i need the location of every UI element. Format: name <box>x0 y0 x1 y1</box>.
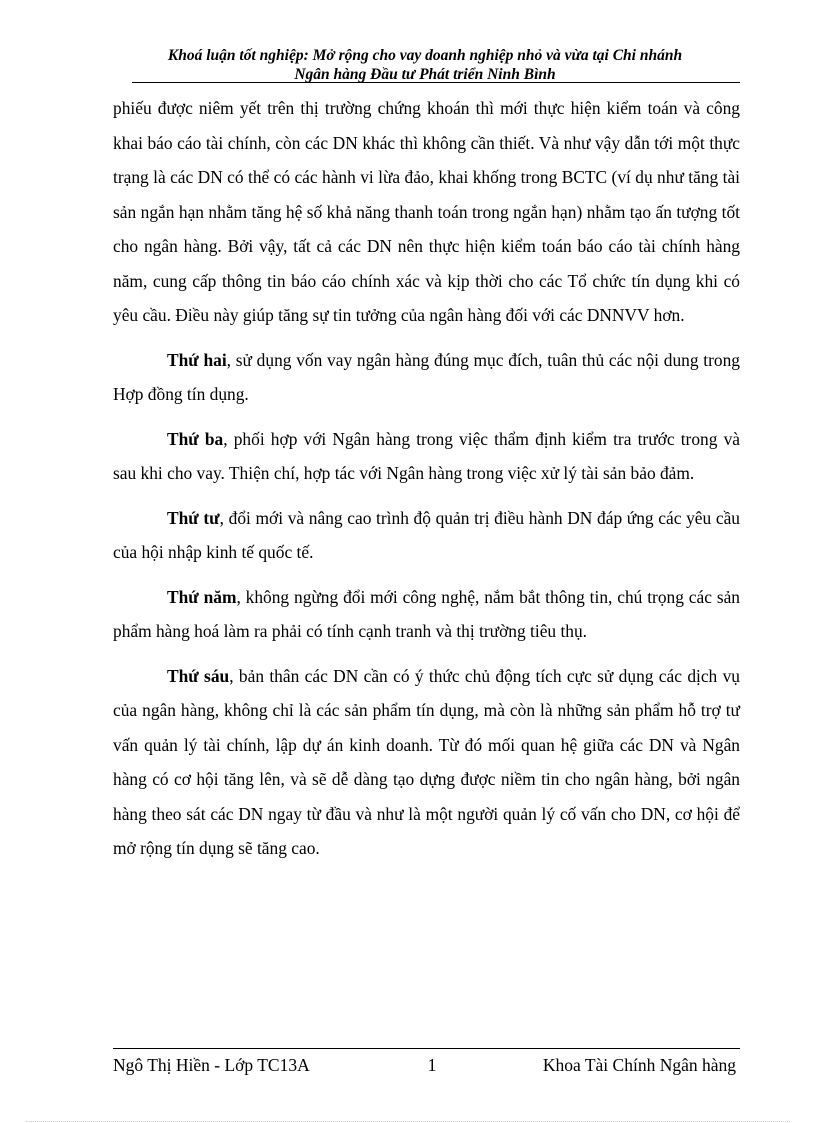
paragraph-lead: Thứ hai <box>167 349 227 370</box>
paragraph-text: , sử dụng vốn vay ngân hàng đúng mục đích, tuân thủ các nội dung trong Hợp đồng tín dụng. <box>113 349 740 404</box>
header-divider <box>132 82 740 83</box>
footer-department: Khoa Tài Chính Ngân hàng <box>542 1055 736 1075</box>
paragraph-lead: Thứ ba <box>167 428 224 449</box>
page-bottom-edge <box>26 1121 790 1122</box>
paragraph-text: , bản thân các DN cần có ý thức chủ động tích cực sử dụng các dịch vụ của ngân hàng, không chỉ là các sản phẩm tín dụng, mà còn là những sản phẩm hỗ trợ tư vấn quản lý tài chính, lập dự án kinh doanh. Từ đó mối quan hệ giữa các DN và Ngân hàng có cơ hội tăng lên, và sẽ dễ dàng tạo dựng được niềm tin cho ngân hàng, bởi ngân hàng theo sát các DN ngay từ đầu và như là một người quản lý cố vấn cho DN, cơ hội để mở rộng tín dụng sẽ tăng cao. <box>113 665 740 858</box>
header-title-line2: Ngân hàng Đầu tư Phát triển Ninh Bình <box>294 66 556 83</box>
paragraph-text: , không ngừng đổi mới công nghệ, nắm bắt thông tin, chú trọng các sản phẩm hàng hoá làm ra phải có tính cạnh tranh và thị trường tiêu thụ. <box>113 586 740 641</box>
paragraph-thu-sau <box>113 659 740 866</box>
paragraph-thu-ba <box>113 422 740 491</box>
paragraph-thu-nam <box>113 580 740 649</box>
page-header <box>110 46 740 84</box>
paragraph-lead: Thứ sáu <box>167 665 230 686</box>
document-body <box>113 91 740 866</box>
paragraph-lead: Thứ tư <box>167 507 220 528</box>
footer-author: Ngô Thị Hiền - Lớp TC13A <box>113 1055 310 1075</box>
paragraph-thu-tu <box>113 501 740 570</box>
paragraph-lead: Thứ năm <box>167 586 237 607</box>
paragraph-continued: phiếu được niêm yết trên thị trường chứng khoán thì mới thực hiện kiểm toán và công khai báo cáo tài chính, còn các DN khác thì không cần thiết. Và như vậy dẫn tới một thực trạng là các DN có thể có các hành vi lừa đảo, khai khống trong BCTC (ví dụ như tăng tài sản ngắn hạn nhằm tăng hệ số khả năng thanh toán trong ngắn hạn) nhằm tạo ấn tượng tốt cho ngân hàng. Bởi vậy, tất cả các DN nên thực hiện kiểm toán báo cáo tài chính hàng năm, cung cấp thông tin báo cáo chính xác và kịp thời cho các Tổ chức tín dụng khi có yêu cầu. Điều này giúp tăng sự tin tưởng của ngân hàng đối với các DNNVV hơn. <box>113 98 740 325</box>
paragraph-text: , đổi mới và nâng cao trình độ quản trị điều hành DN đáp ứng các yêu cầu của hội nhập kinh tế quốc tế. <box>113 507 740 562</box>
paragraph-text: , phối hợp với Ngân hàng trong việc thẩm định kiểm tra trước trong và sau khi cho vay. Thiện chí, hợp tác với Ngân hàng trong việc xử lý tài sản bảo đảm. <box>113 428 740 483</box>
page-number: 1 <box>427 1055 437 1075</box>
footer-divider <box>113 1048 740 1049</box>
paragraph-thu-hai <box>113 343 740 412</box>
header-title-line1: Khoá luận tốt nghiệp: Mở rộng cho vay doanh nghiệp nhỏ và vừa tại Chi nhánh <box>167 47 683 64</box>
